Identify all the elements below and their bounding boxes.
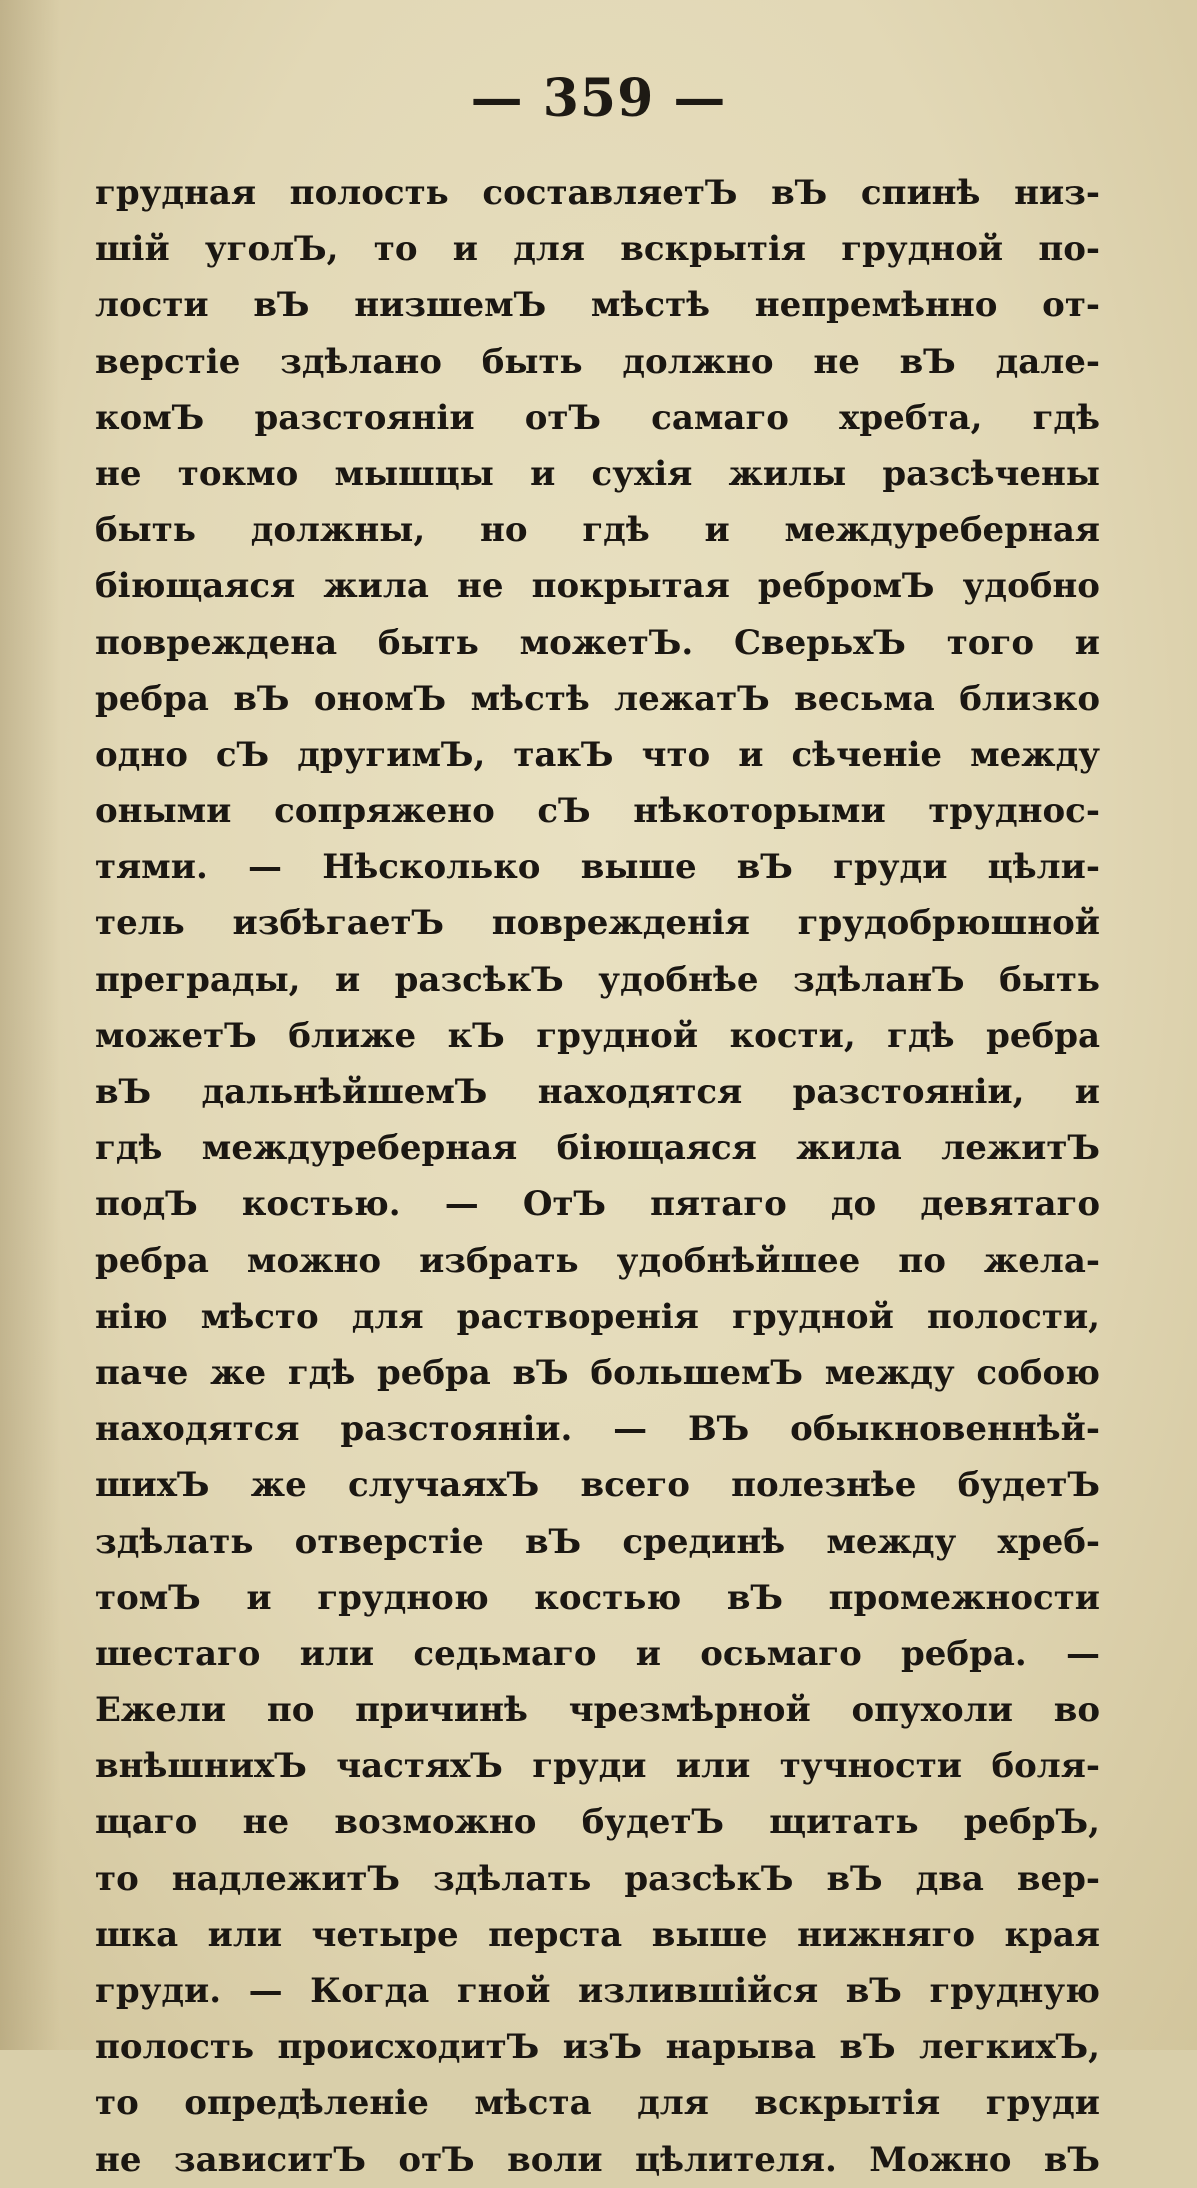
text-line: то надлежитЪ здѣлать разсѣкЪ вЪ два вер- — [95, 1858, 1100, 1899]
text-line: лости вЪ низшемЪ мѣстѣ непремѣнно от- — [95, 285, 1100, 326]
text-line: нію мѣсто для растворенія грудной полости, — [95, 1296, 1100, 1337]
body-text — [95, 165, 1100, 2188]
text-line: гдѣ междуреберная біющаяся жила лежитЪ — [95, 1128, 1100, 1169]
text-line: шестаго или седьмаго и осьмаго ребра. — — [95, 1633, 1100, 1674]
page-number: — 359 — — [470, 68, 727, 129]
text-line: комЪ разстояніи отЪ самаго хребта, гдѣ — [95, 397, 1100, 438]
text-line: одно сЪ другимЪ, такЪ что и сѣченіе между — [95, 734, 1100, 775]
text-line: полость происходитЪ изЪ нарыва вЪ легкихЪ, — [95, 2027, 1100, 2068]
text-line: біющаяся жила не покрытая ребромЪ удобно — [95, 566, 1100, 607]
text-line: паче же гдѣ ребра вЪ большемЪ между собою — [95, 1352, 1100, 1393]
text-line: щаго не возможно будетЪ щитать ребрЪ, — [95, 1802, 1100, 1843]
text-line: не токмо мышцы и сухія жилы разсѣчены — [95, 453, 1100, 494]
text-line: тель избѣгаетЪ поврежденія грудобрюшной — [95, 903, 1100, 944]
text-line: вЪ дальнѣйшемЪ находятся разстояніи, и — [95, 1072, 1100, 1112]
text-line: шихЪ же случаяхЪ всего полезнѣе будетЪ — [95, 1465, 1100, 1506]
text-line: груди. — Когда гной излившійся вЪ грудную — [95, 1971, 1100, 2011]
text-line: преграды, и разсѣкЪ удобнѣе здѣланЪ быть — [95, 959, 1100, 1000]
text-line: ребра можно избрать удобнѣйшее по жела- — [95, 1240, 1100, 1281]
text-line: можетЪ ближе кЪ грудной кости, гдѣ ребра — [95, 1015, 1100, 1056]
text-line: здѣлать отверстіе вЪ срединѣ между хреб- — [95, 1521, 1100, 1562]
text-line: внѣшнихЪ частяхЪ груди или тучности боля- — [95, 1746, 1100, 1787]
text-line: ребра вЪ ономЪ мѣстѣ лежатЪ весьма близко — [95, 678, 1100, 719]
text-line: то опредѣленіе мѣста для вскрытія груди — [95, 2083, 1100, 2124]
text-line: шка или четыре перста выше нижняго края — [95, 1914, 1100, 1955]
text-line: Ежели по причинѣ чрезмѣрной опухоли во — [95, 1690, 1100, 1731]
text-line: грудная полость составляетЪ вЪ спинѣ низ- — [95, 173, 1100, 213]
text-line: томЪ и грудною костью вЪ промежности — [95, 1577, 1100, 1618]
text-line: не зависитЪ отЪ воли цѣлителя. Можно вЪ — [95, 2139, 1100, 2180]
text-line: быть должны, но гдѣ и междуреберная — [95, 510, 1100, 551]
text-line: повреждена быть можетЪ. СверьхЪ того и — [95, 622, 1100, 663]
text-line: верстіе здѣлано быть должно не вЪ дале- — [95, 341, 1100, 382]
text-line: подЪ костью. — ОтЪ пятаго до девятаго — [95, 1184, 1100, 1225]
text-line: находятся разстояніи. — ВЪ обыкновеннѣй- — [95, 1409, 1100, 1450]
text-line: шій уголЪ, то и для вскрытія грудной по- — [95, 229, 1100, 270]
text-line: оными сопряжено сЪ нѣкоторыми труднос- — [95, 791, 1100, 832]
page-edge-shadow — [0, 0, 60, 2050]
text-line: тями. — Нѣсколько выше вЪ груди цѣли- — [95, 847, 1100, 888]
